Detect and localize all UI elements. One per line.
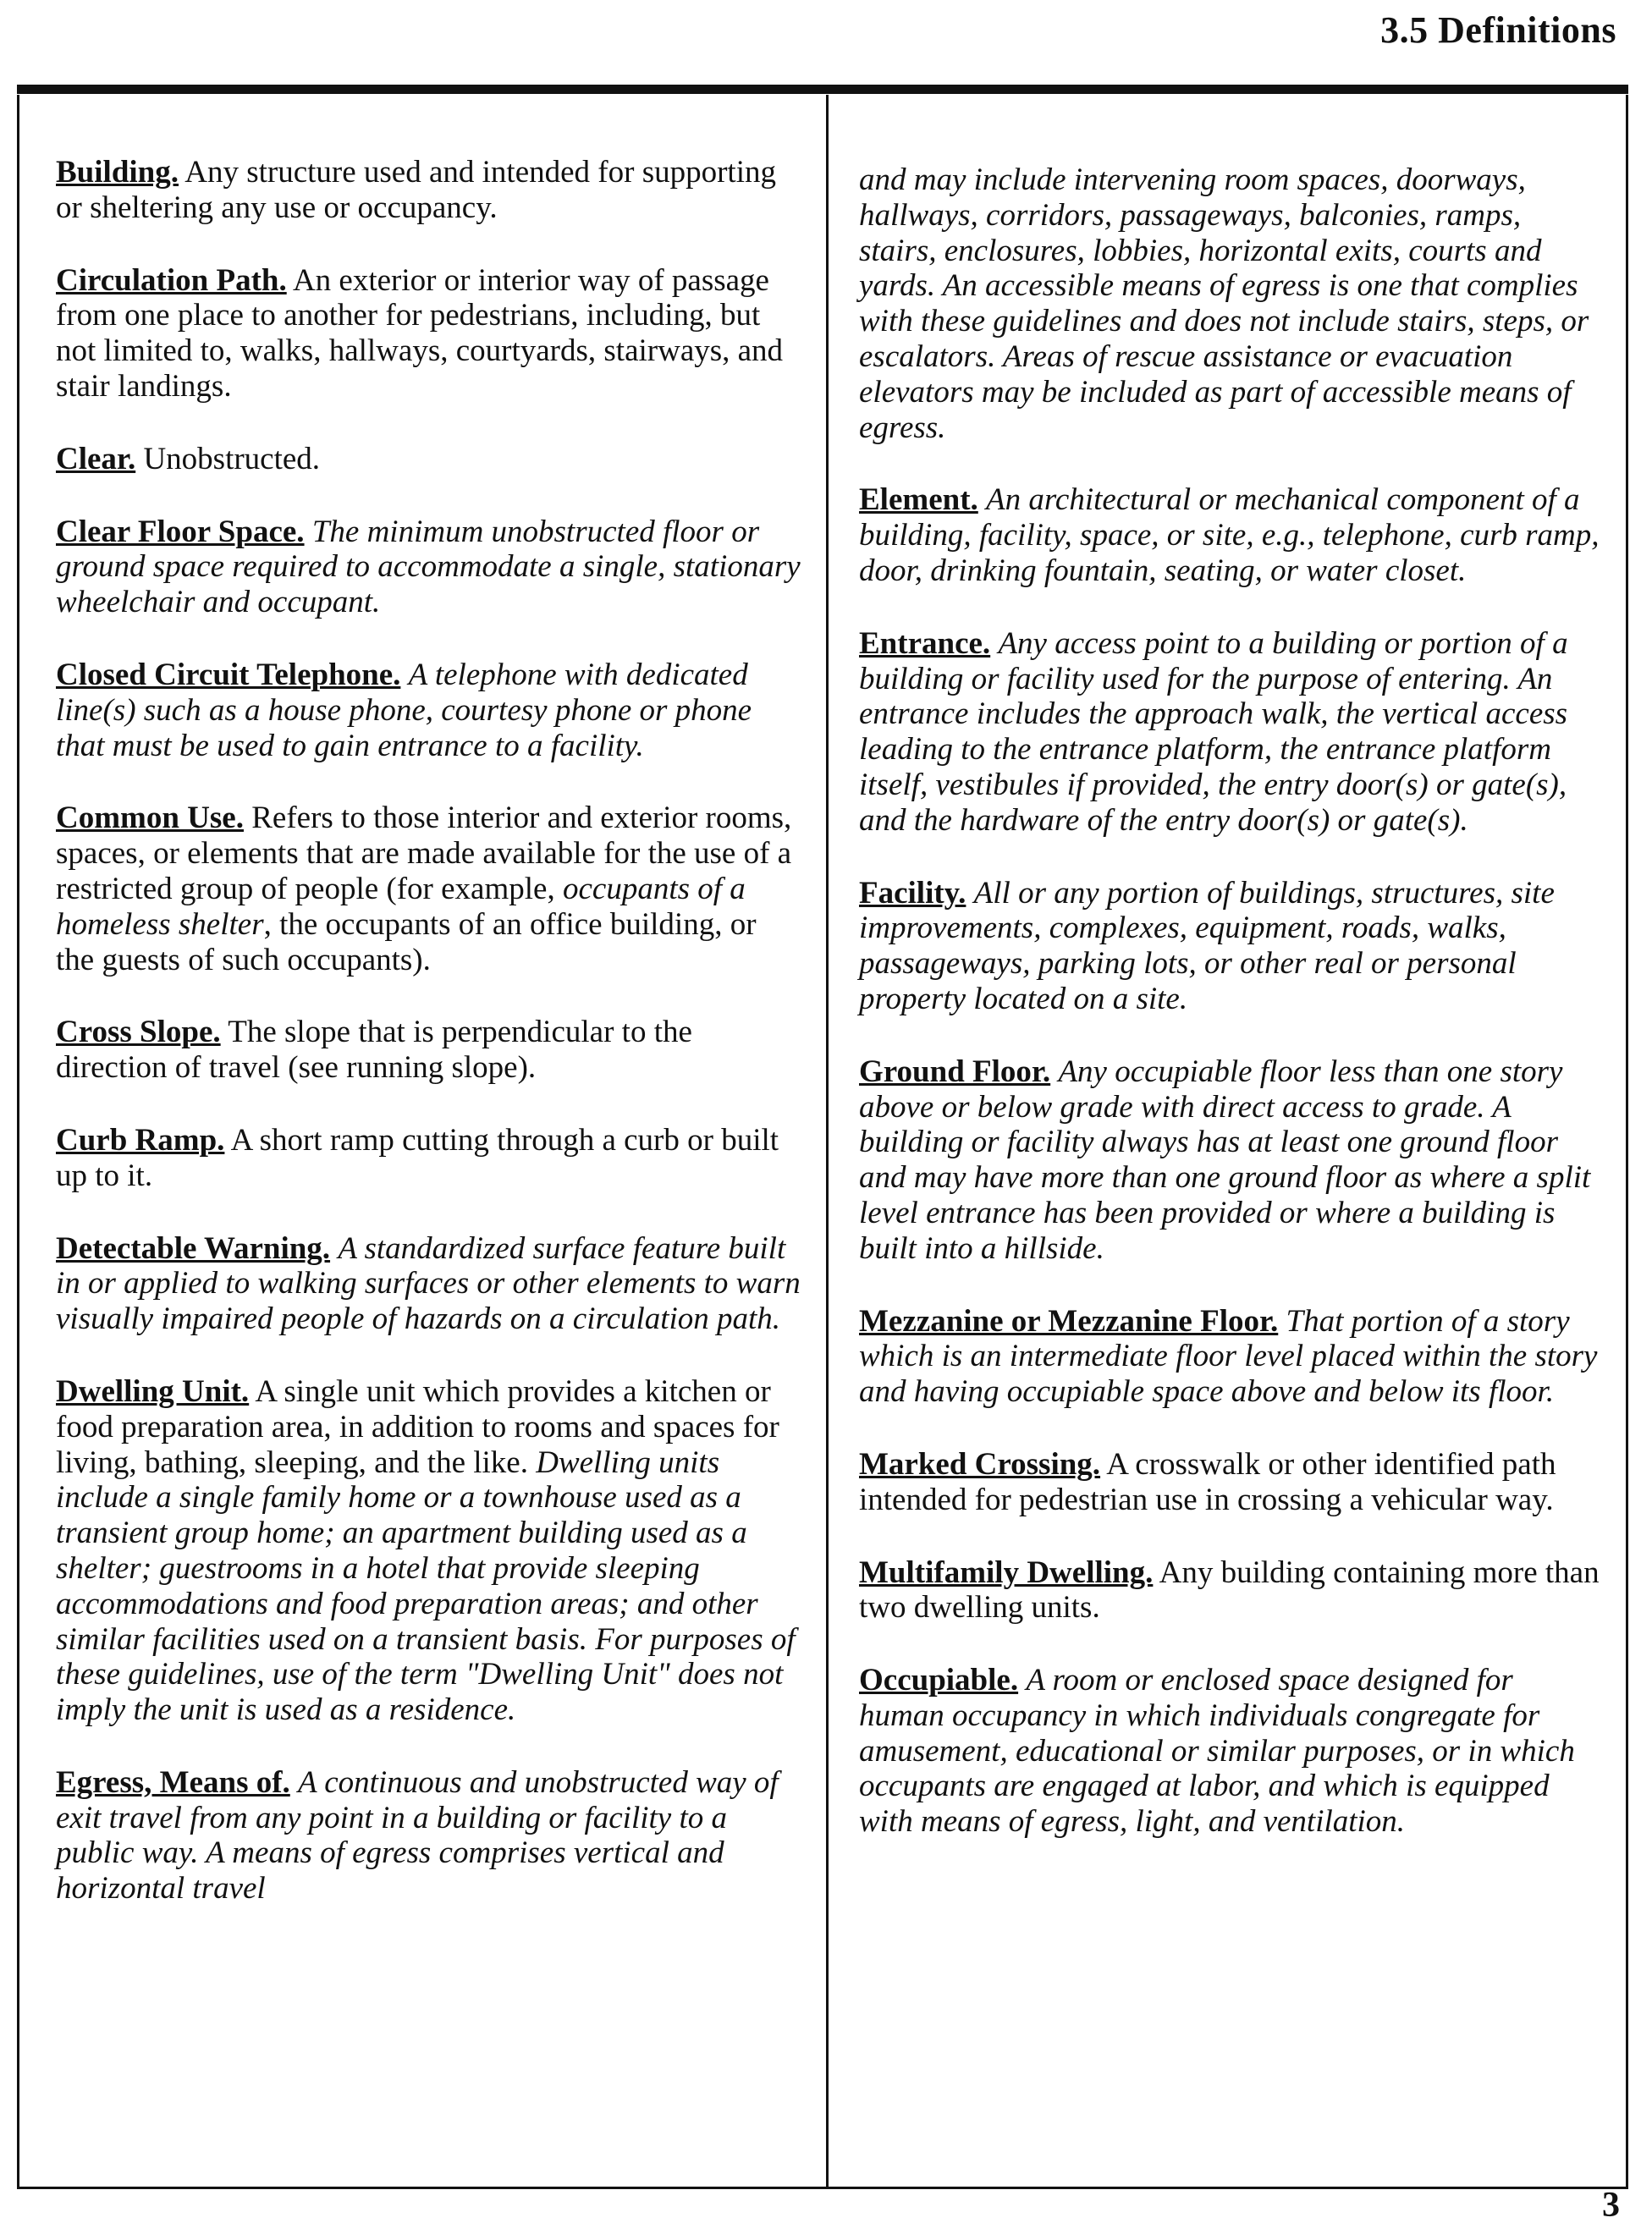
definition-text: A crosswalk or other identified path intended for pedestrian use in crossing a vehicular way. [859, 1446, 1556, 1517]
definition-term: Multifamily Dwelling. [859, 1554, 1154, 1590]
definition-entry [56, 1015, 801, 1086]
definition-entry [56, 1231, 801, 1337]
definition-entry [859, 1054, 1604, 1267]
definition-term: Curb Ramp. [56, 1122, 225, 1158]
definition-text: A short ramp cutting through a curb or built up to it. [56, 1122, 779, 1193]
definition-entry [859, 1304, 1604, 1410]
definition-text: and may include intervening room spaces, doorways, hallways, corridors, passageways, balconies, ramps, stairs, enclosures, lobbies, horizontal exits, courts and yards. An accessible means of egress is one that complies with these guidelines and does not include stairs, steps, or escalators. Areas of rescue assistance or evacuation elevators may be included as part of accessible means of egress. [859, 162, 1589, 445]
column-divider [826, 95, 829, 2189]
definition-entry [859, 1663, 1604, 1840]
definition-term: Detectable Warning. [56, 1230, 331, 1266]
definition-term: Marked Crossing. [859, 1446, 1101, 1482]
header-rule [17, 85, 1628, 94]
definition-text: Unobstructed. [143, 441, 321, 476]
definition-term: Closed Circuit Telephone. [56, 657, 401, 692]
definition-text-italic: Dwelling units include a single family home or a townhouse used as a transient group home; an apartment building used as a shelter; guestrooms in a hotel that provide sleeping accommodations and food preparation areas; and other similar facilities used on a transient basis. For purposes of these guidelines, use of the term "Dwelling Unit" does not imply the unit is used as a residence. [56, 1444, 796, 1728]
definition-text: The slope that is perpendicular to the direction of travel (see running slope). [56, 1015, 692, 1086]
definition-continuation [859, 162, 1604, 445]
definition-entry [56, 263, 801, 404]
definition-text: The minimum unobstructed floor or ground space required to accommodate a single, stationary wheelchair and occupant. [56, 514, 801, 620]
definition-entry [859, 482, 1604, 588]
definition-term: Occupiable. [859, 1663, 1019, 1698]
definition-text: Any structure used and intended for supporting or sheltering any use or occupancy. [56, 155, 776, 225]
definition-text: Any occupiable floor less than one story above or below grade with direct access to grade. A building or facility always has at least one ground floor and may have more than one ground floor as where a split level entrance has been provided or where a building is built into a hillside. [859, 1054, 1591, 1266]
definition-text: Refers to those interior and exterior rooms, spaces, or elements that are made available for the use of a restricted group of people (for example, [56, 801, 792, 906]
definition-text-italic: occupants of a homeless shelter [56, 871, 746, 942]
definition-entry [56, 514, 801, 620]
section-title: 3.5 Definitions [1380, 9, 1616, 51]
definition-term: Egress, Means of. [56, 1764, 290, 1800]
definition-entry [56, 1123, 801, 1194]
definition-entry [859, 626, 1604, 839]
definition-term: Element. [859, 482, 978, 518]
definition-text: , the occupants of an office building, or the guests of such occupants). [56, 906, 757, 977]
definition-term: Clear Floor Space. [56, 514, 305, 549]
definition-text: A standardized surface feature built in or applied to walking surfaces or other elements to warn visually impaired people of hazards on a circulation path. [56, 1230, 801, 1337]
definition-text: A continuous and unobstructed way of exit travel from any point in a building or facility to a public way. A means of egress comprises vertical and horizontal travel [56, 1764, 779, 1907]
definition-text: That portion of a story which is an intermediate floor level placed within the story and having occupiable space above and below its floor. [859, 1303, 1598, 1410]
definition-entry [56, 658, 801, 763]
definition-term: Entrance. [859, 625, 991, 661]
definition-term: Facility. [859, 875, 966, 911]
right-column [859, 162, 1604, 1877]
definition-term: Mezzanine or Mezzanine Floor. [859, 1303, 1279, 1339]
definition-text: A telephone with dedicated line(s) such as a house phone, courtesy phone or phone that must be used to gain entrance to a facility. [56, 657, 752, 763]
definition-term: Clear. [56, 441, 136, 476]
definition-text: A single unit which provides a kitchen or food preparation area, in addition to rooms and spaces for living, bathing, sleeping, and the like. [56, 1373, 779, 1480]
definition-entry [56, 801, 801, 977]
definition-term: Common Use. [56, 801, 244, 836]
definition-entry [859, 876, 1604, 1017]
definition-text: A room or enclosed space designed for human occupancy in which individuals congregate for amusement, educational or similar purposes, or in which occupants are engaged at labor, and which is equipped with means of egress, light, and ventilation. [859, 1663, 1575, 1840]
definition-entry [56, 1765, 801, 1907]
definition-text: Any building containing more than two dwelling units. [859, 1554, 1600, 1626]
definition-entry [56, 1374, 801, 1728]
definition-text: All or any portion of buildings, structures, site improvements, complexes, equipment, roads, walks, passageways, parking lots, or other real or personal property located on a site. [859, 875, 1555, 1016]
definition-text: Any access point to a building or portion of a building or facility used for the purpose of entering. An entrance includes the approach walk, the vertical access leading to the entrance platform, the entrance platform itself, vestibules if provided, the entry door(s) or gate(s), and the hardware of the entry door(s) or gate(s). [859, 625, 1568, 838]
definition-term: Building. [56, 155, 179, 190]
definition-entry [56, 155, 801, 226]
left-column [56, 155, 801, 1944]
definition-term: Circulation Path. [56, 262, 287, 298]
definition-text: An exterior or interior way of passage from one place to another for pedestrians, including, but not limited to, walks, hallways, courtyards, stairways, and stair landings. [56, 262, 784, 404]
page-number: 3 [1602, 2186, 1620, 2225]
definition-entry [859, 1555, 1604, 1626]
definition-entry [859, 1447, 1604, 1518]
definition-text: An architectural or mechanical component of a building, facility, space, or site, e.g., telephone, curb ramp, door, drinking fountain, seating, or water closet. [859, 482, 1600, 588]
definition-term: Dwelling Unit. [56, 1373, 250, 1409]
definition-term: Cross Slope. [56, 1015, 221, 1050]
definition-term: Ground Floor. [859, 1054, 1051, 1089]
definition-entry [56, 442, 801, 477]
